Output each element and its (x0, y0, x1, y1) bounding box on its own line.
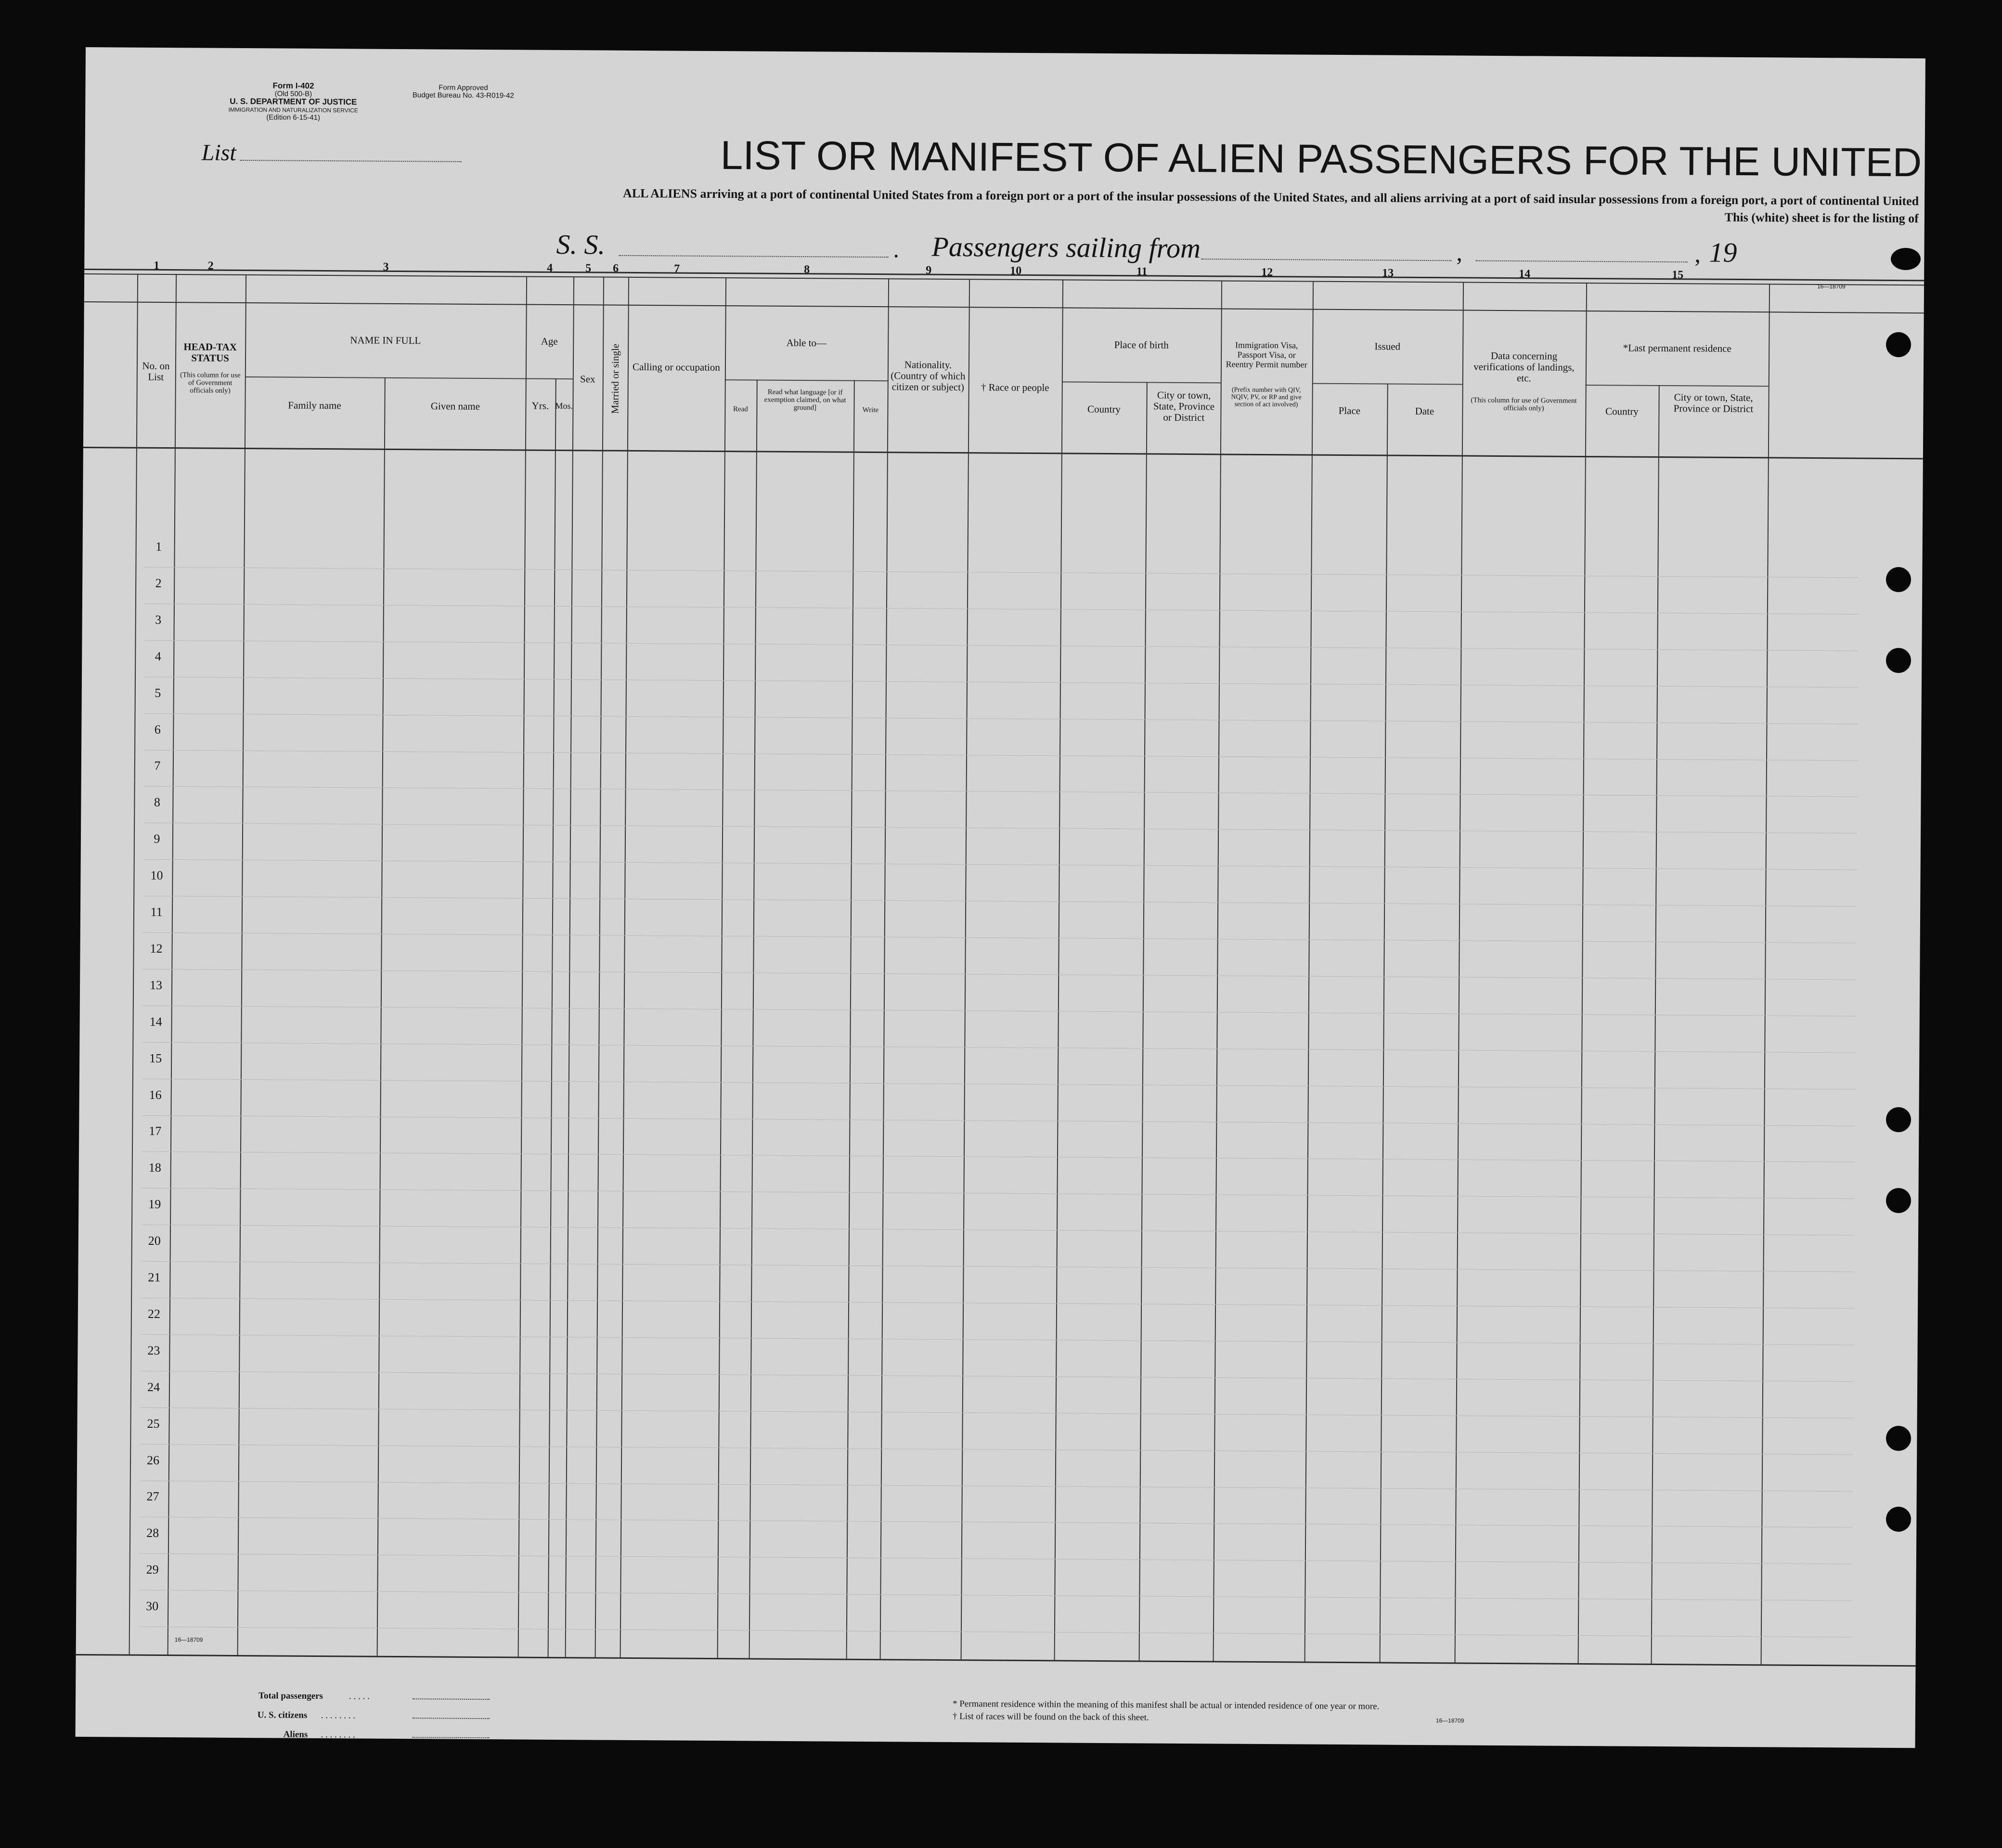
page-title: LIST OR MANIFEST OF ALIEN PASSENGERS FOR THE UNITED (720, 132, 1922, 185)
col-line (1213, 280, 1223, 1661)
table-bottom-rule (76, 1654, 1916, 1667)
residence-subheader-rule (1586, 385, 1769, 387)
table-row[interactable] (145, 604, 1859, 615)
row-number: 21 (148, 1270, 161, 1284)
row-number: 10 (150, 868, 163, 883)
col-number-7: 7 (674, 262, 680, 275)
leader-dots: . . . . . (349, 1691, 370, 1702)
table-row[interactable] (143, 896, 1857, 907)
col-line (1305, 281, 1314, 1662)
col-line (717, 277, 727, 1658)
table-row[interactable] (142, 1151, 1855, 1163)
approval-text: Form Approved (439, 83, 488, 92)
punch-hole (1886, 1426, 1911, 1451)
table-row[interactable] (143, 859, 1857, 870)
row-number: 29 (146, 1563, 159, 1577)
col-number-8: 8 (804, 263, 810, 276)
row-number: 11 (150, 905, 163, 919)
form-approval (403, 84, 523, 100)
col-line (1054, 279, 1064, 1660)
header-visa: Immigration Visa, Passport Visa, or Reentry Permit number (1226, 340, 1307, 370)
header-res-country: Country (1605, 405, 1639, 417)
sailing-date-field[interactable] (1475, 260, 1687, 263)
table-row[interactable] (142, 1078, 1856, 1089)
col-number-4: 4 (547, 261, 553, 274)
sailing-port-field[interactable] (1201, 258, 1451, 261)
table-row[interactable] (142, 1006, 1856, 1017)
table-row[interactable] (142, 1188, 1855, 1199)
row-number: 19 (148, 1197, 161, 1212)
table-row[interactable] (143, 823, 1857, 834)
table-row[interactable] (144, 786, 1858, 797)
col-number-11: 11 (1136, 265, 1148, 278)
row-number: 24 (147, 1380, 160, 1394)
col-number-13: 13 (1382, 267, 1394, 280)
top-print-code: 16—18709 (1817, 283, 1846, 290)
header-age: Age (541, 335, 558, 348)
column-number-rule (84, 301, 1924, 313)
col-line (1455, 282, 1464, 1662)
row-number: 13 (150, 978, 163, 992)
aliens-label: Aliens (283, 1729, 308, 1740)
col-number-2: 2 (207, 259, 214, 272)
row-number: 12 (150, 941, 163, 956)
row-number: 26 (146, 1453, 160, 1467)
row-number: 5 (155, 685, 161, 700)
ss-label: S. S. (556, 228, 606, 260)
header-name-in-full: NAME IN FULL (350, 334, 421, 347)
col-line (846, 380, 855, 1659)
us-citizens-field[interactable] (413, 1718, 490, 1719)
col-number-10: 10 (1010, 264, 1022, 277)
table-row[interactable] (142, 969, 1856, 980)
row-number: 20 (148, 1233, 161, 1248)
footnote-print-code: 16—18709 (1435, 1717, 1464, 1724)
punch-hole (1886, 567, 1911, 592)
header-bottom-rule (83, 447, 1923, 459)
age-subheader-rule (526, 378, 573, 380)
port-comma: , (1456, 239, 1463, 266)
table-row[interactable] (144, 640, 1858, 651)
header-last-residence: *Last permanent residence (1623, 342, 1731, 354)
col-number-12: 12 (1261, 266, 1273, 279)
row-number: 16 (149, 1087, 162, 1102)
subtitle-line-1: ALL ALIENS arriving at a port of continental United States from a foreign port or a port of the insular possessions of the United States, and all aliens arriving at a port of said insular possessions from a foreign port, a port of continental United (623, 186, 1919, 208)
punch-hole (1886, 1507, 1911, 1532)
ship-name-field[interactable] (619, 255, 888, 258)
col-line (565, 276, 575, 1657)
header-landing-data: Data concerning verifications of landings, etc. (1473, 349, 1575, 384)
header-birth-city: City or town, State, Province or District (1153, 389, 1215, 424)
header-issued-place: Place (1338, 404, 1361, 417)
header-age-months: Mos. (555, 401, 573, 411)
row-number: 9 (154, 832, 160, 846)
aliens-field[interactable] (413, 1737, 490, 1738)
header-nationality: Nationality. (Country of which citizen or subject) (891, 359, 966, 393)
us-citizens-label: U. S. citizens (257, 1710, 308, 1720)
col-line (518, 276, 528, 1657)
table-row[interactable] (144, 676, 1858, 687)
header-age-years: Yrs. (531, 400, 549, 412)
table-row[interactable] (141, 1225, 1855, 1236)
table-row[interactable] (142, 1115, 1855, 1126)
row-number: 6 (154, 722, 161, 737)
col-line (961, 279, 970, 1659)
col-line (1578, 283, 1588, 1663)
service-name: IMMIGRATION AND NATURALIZATION SERVICE (228, 106, 358, 114)
table-row[interactable] (139, 1553, 1853, 1564)
col-line (1139, 382, 1148, 1660)
row-number: 28 (146, 1526, 159, 1540)
punch-hole (1886, 1188, 1911, 1213)
sailing-from-label: Passengers sailing from (931, 231, 1201, 264)
col-line (377, 377, 386, 1656)
able-subheader-rule (725, 379, 888, 381)
table-row[interactable] (144, 713, 1858, 724)
table-row[interactable] (139, 1590, 1852, 1601)
subtitle-line-2: This (white) sheet is for the listing of (1724, 210, 1919, 226)
col-line (129, 274, 139, 1654)
date-comma: , (1694, 240, 1701, 268)
punch-hole (1891, 248, 1921, 270)
header-visa-note: (Prefix number with QIV, NQIV, PV, or RP and give section of act involved) (1231, 386, 1302, 409)
row-number: 18 (148, 1161, 161, 1175)
row-number: 2 (155, 576, 162, 590)
department-name: U. S. DEPARTMENT OF JUSTICE (230, 96, 357, 107)
row-number: 17 (149, 1124, 162, 1138)
col-line (880, 278, 890, 1659)
list-number-field[interactable] (240, 160, 462, 162)
col-number-3: 3 (383, 260, 389, 273)
row-number: 14 (149, 1014, 162, 1029)
row-number: 25 (147, 1416, 160, 1431)
bottom-print-code: 16—18709 (174, 1636, 203, 1643)
row-number: 27 (146, 1489, 159, 1504)
header-res-city: City or town, State, Province or District (1673, 391, 1754, 415)
races-footnote: † List of races will be found on the back of this sheet. (952, 1711, 1149, 1723)
col-line (1761, 284, 1770, 1664)
header-issued-date: Date (1415, 405, 1434, 417)
table-row[interactable] (141, 1261, 1855, 1272)
ss-period: . (893, 235, 900, 263)
row-number: 15 (149, 1051, 162, 1065)
form-identification (197, 81, 389, 122)
col-line (749, 380, 758, 1658)
table-row[interactable] (140, 1480, 1853, 1491)
header-landing-note: (This column for use of Government officials only) (1471, 396, 1577, 413)
edition-date: (Edition 6-15-41) (266, 113, 321, 122)
total-passengers-field[interactable] (413, 1698, 490, 1700)
total-passengers-label: Total passengers (258, 1691, 323, 1702)
row-number: 1 (155, 539, 162, 554)
col-number-9: 9 (926, 264, 932, 277)
row-number: 8 (154, 795, 161, 810)
row-number: 7 (154, 759, 161, 773)
header-read-language: Read what language [or if exemption claimed, on what ground] (764, 388, 846, 412)
table-row[interactable] (139, 1517, 1853, 1528)
table-row[interactable] (140, 1407, 1854, 1418)
col-line (168, 274, 177, 1654)
header-write: Write (862, 406, 879, 414)
budget-number: Budget Bureau No. 43-R019-42 (412, 91, 514, 100)
col-line (620, 277, 630, 1657)
old-form-number: (Old 500-B) (274, 90, 312, 98)
table-row[interactable] (143, 932, 1857, 943)
header-birth-country: Country (1087, 403, 1121, 415)
col-line (595, 277, 605, 1657)
leader-dots: . . . . . . . . (321, 1730, 355, 1740)
table-row[interactable] (145, 567, 1859, 578)
col-number-14: 14 (1519, 268, 1531, 281)
header-no-on-list: No. on List (142, 360, 170, 383)
year-prefix: 19 (1709, 236, 1737, 268)
punch-hole (1886, 648, 1911, 673)
table-row[interactable] (140, 1371, 1854, 1382)
col-number-1: 1 (154, 259, 160, 272)
header-able-to: Able to— (786, 336, 827, 349)
form-number: Form I-402 (272, 81, 314, 90)
table-row[interactable] (139, 1627, 1852, 1638)
col-number-5: 5 (585, 262, 592, 275)
table-row[interactable] (141, 1334, 1854, 1345)
col-number-15: 15 (1672, 269, 1684, 282)
col-line (548, 378, 556, 1657)
header-head-tax: HEAD-TAX STATUS (183, 341, 237, 364)
list-label: List (201, 140, 236, 166)
leader-dots: . . . . . . . . (321, 1710, 356, 1721)
row-number: 30 (146, 1599, 159, 1614)
header-issued: Issued (1374, 340, 1401, 352)
row-number: 3 (155, 612, 162, 627)
row-number: 23 (147, 1343, 160, 1357)
header-read: Read (733, 405, 748, 414)
header-place-of-birth: Place of birth (1114, 339, 1169, 351)
row-number: 4 (155, 649, 161, 663)
table-row[interactable] (142, 1042, 1856, 1053)
table-row[interactable] (144, 750, 1858, 761)
header-head-tax-note: (This column for use of Government officials only) (180, 371, 241, 395)
table-row[interactable] (140, 1444, 1853, 1455)
residence-footnote: * Permanent residence within the meaning of this manifest shall be actual or intended residence of one year or more. (952, 1699, 1380, 1712)
row-number: 22 (147, 1306, 161, 1321)
manifest-sheet (76, 47, 1925, 1748)
col-line (1380, 384, 1388, 1662)
header-given-name: Given name (430, 400, 480, 413)
punch-hole (1886, 332, 1911, 357)
col-line (237, 274, 247, 1655)
table-row[interactable] (141, 1298, 1854, 1309)
col-number-6: 6 (613, 262, 619, 275)
header-sex: Sex (580, 373, 595, 385)
birth-subheader-rule (1062, 381, 1221, 383)
col-line (1651, 385, 1660, 1664)
header-family-name: Family name (288, 399, 341, 412)
header-married-single: Married or single (609, 343, 621, 414)
header-race: † Race or people (981, 381, 1049, 394)
punch-hole (1886, 1107, 1911, 1132)
header-calling: Calling or occupation (632, 361, 721, 374)
